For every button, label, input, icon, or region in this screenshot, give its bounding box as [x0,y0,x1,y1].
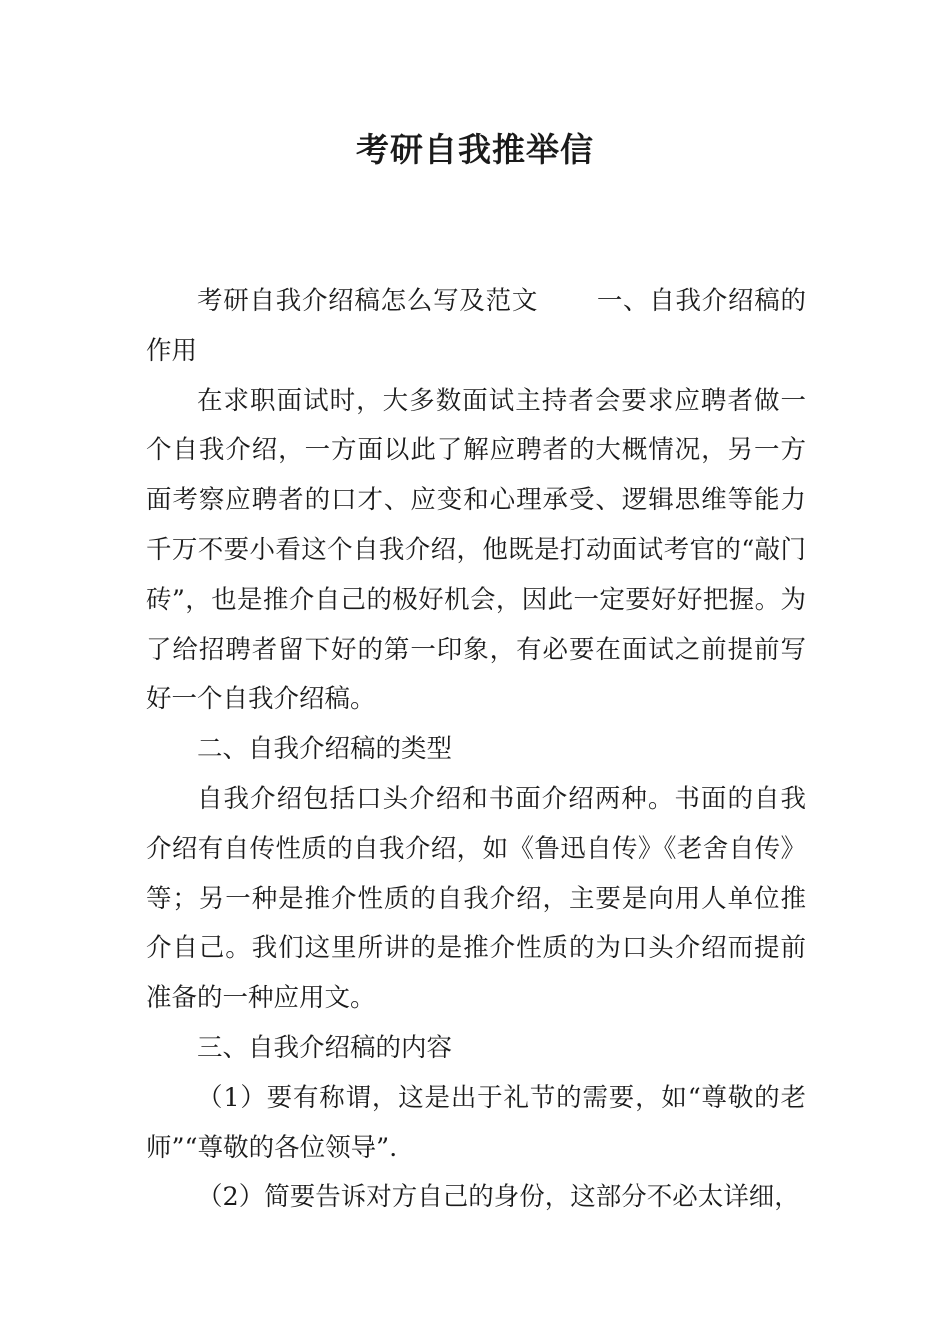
intro-paragraph [146,277,806,377]
section-two-heading: 二、自我介绍稿的类型 [197,734,453,765]
document-title: 考研自我推举信 [356,130,594,169]
intro-heading: 考研自我介绍稿怎么写及范文 [197,286,539,316]
document-body [146,277,806,1223]
list-item-1: （1）要有称谓，这是出于礼节的需要，如“尊敬的老师”“尊敬的各位领导”. [146,1082,806,1163]
section-one-heading: 一、自我介绍稿的作用 [146,286,806,366]
paragraph-types: 自我介绍包括口头介绍和书面介绍两种。书面的自我介绍有自传性质的自我介绍，如《鲁迅自传》《老舍自传》等；另一种是推介性质的自我介绍，主要是向用人单位推介自己。我们这里所讲的是推介性质的为口头介绍而提前准备的一种应用文。 [146,783,806,1014]
section-three-heading: 三、自我介绍稿的内容 [197,1032,453,1063]
list-item-2: （2）简要告诉对方自己的身份，这部分不必太详细， [197,1182,800,1213]
paragraph-role: 在求职面试时，大多数面试主持者会要求应聘者做一个自我介绍，一方面以此了解应聘者的大概情况，另一方面考察应聘者的口才、应变和心理承受、逻辑思维等能力千万不要小看这个自我介绍，他既是打动面试考官的“敲门砖”，也是推介自己的极好机会，因此一定要好好把握。为了给招聘者留下好的第一印象，有必要在面试之前提前写好一个自我介绍稿。 [146,385,806,715]
